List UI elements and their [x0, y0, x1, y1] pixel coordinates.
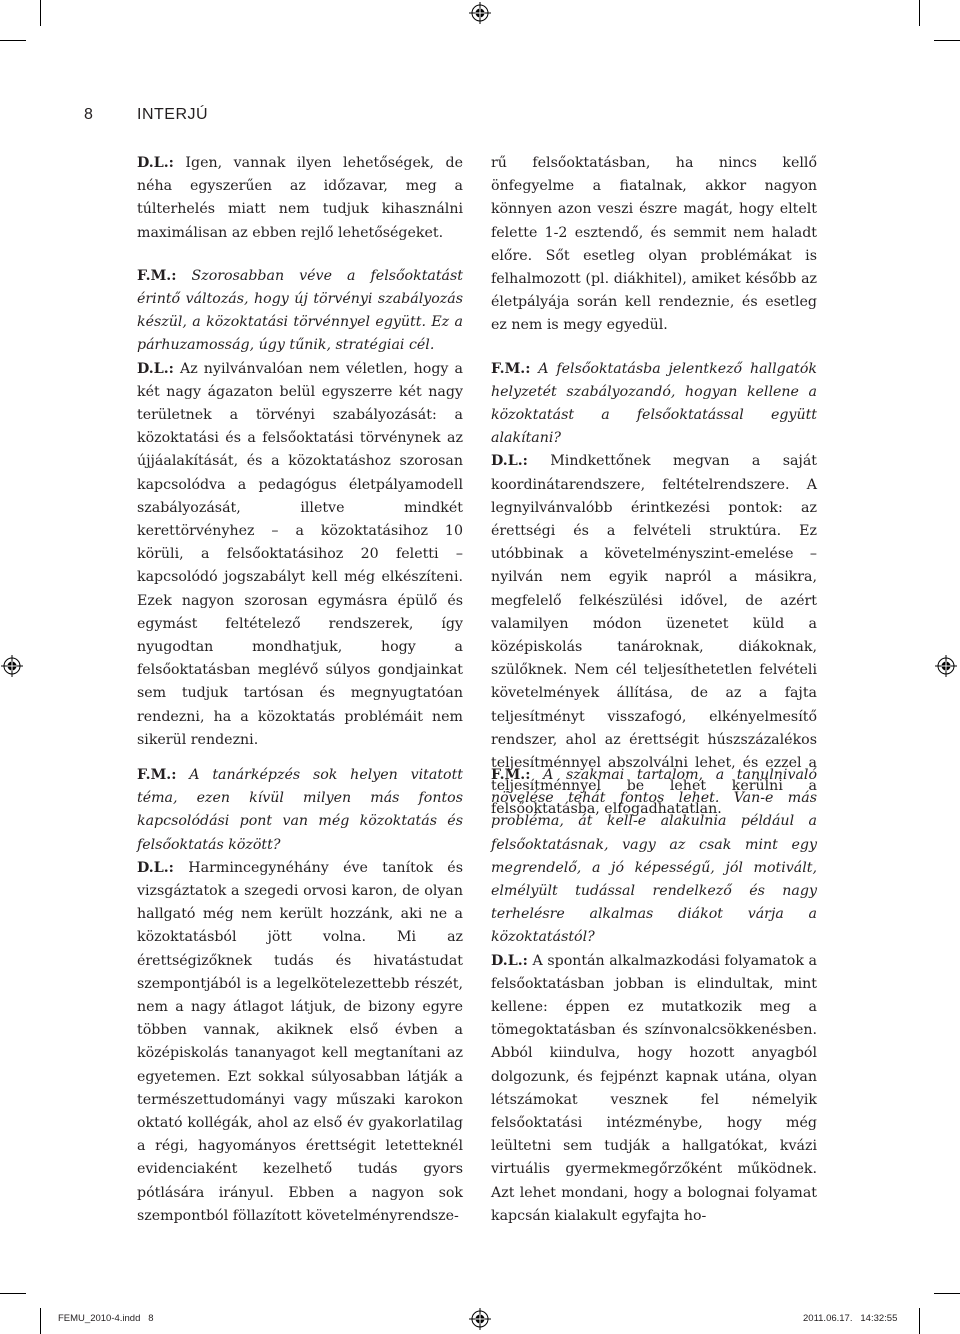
footer-timestamp: 2011.06.17. 14:32:55 [803, 1313, 898, 1324]
speaker-label: D.L.: [491, 952, 528, 969]
registration-mark-icon [469, 2, 491, 24]
registration-mark-icon [935, 655, 957, 677]
question-paragraph [137, 265, 463, 358]
answer-paragraph [491, 152, 817, 338]
paragraph-spacer [491, 338, 817, 358]
speaker-label: F.M.: [137, 267, 177, 284]
right-column-top [491, 152, 817, 822]
speaker-label: D.L.: [137, 859, 174, 876]
crop-mark [40, 1308, 41, 1334]
paragraph-text: Az nyilvánvalóan nem véletlen, hogy a két nagy ágazaton belül egyszerre két nagy területnek a törvényi szabályozását: a közoktatási és a felsőoktatási törvénynek az újjáalakítását, és a közoktatáshoz szorosan kapcsolódva a pedagógus életpályamodell szabályozását, illetve mindkét kerettörvényhez – a közoktatásihoz 10 körüli, a felsőoktatásihoz 20 feletti – kapcsolódó jogszabályt kell még elkészíteni. Ezek nagyon szorosan egymásra épülő és egymást feltételező rendszerek, így nyugodtan mondhatjuk, hogy a felsőoktatásban meglévő súlyos gondjainkat sem tudjuk tartósan és megnyugtatóan rendezni, ha a közoktatás problémáit nem sikerül rendezni. [137, 360, 463, 748]
question-paragraph [137, 764, 463, 857]
crop-mark [919, 1308, 920, 1334]
speaker-label: D.L.: [491, 453, 528, 470]
paragraph-text: Mindkettőnek megvan a saját koordinátarendszere, feltételrendszere. A legnyilvánvalóbb érintkezési pontok: az érettségi és a felvételi struktúra. Ez utóbbinak a követelményszint-emelése – nyilván nem egyik napról a másikra, megfelelő felkészülési idővel, de azért valamilyen módon üzenetet küld a középiskolás tanároknak, diákoknak, szülőknek. Nem cél teljesíthetetlen felvételi követelmények állítása, de az a fajta teljesítményt visszafogó, elkényelmesítő rendszer, ahol az érettségit húszszázalékos teljesítménnyel abszolválni lehet, és ezzel a teljesítménnyel be lehet kerülni a felsőoktatásba, elfogadhatatlan. [491, 453, 817, 818]
footer-file-name: FEMU_2010-4.indd 8 [58, 1313, 154, 1324]
paragraph-text: Szorosabban véve a felsőoktatást érintő változás, hogy új törvényi szabályozás készül, a közoktatási törvénnyel együtt. Ez a párhuzamosság, úgy tűnik, stratégiai cél. [137, 267, 463, 354]
crop-mark [0, 40, 26, 41]
registration-mark-icon [469, 1308, 491, 1330]
right-column-bottom [491, 764, 817, 1228]
speaker-label: F.M.: [491, 360, 531, 377]
crop-mark [0, 1293, 26, 1294]
answer-paragraph [137, 358, 463, 752]
left-column-bottom [137, 764, 463, 1228]
paragraph-spacer [137, 245, 463, 265]
paragraph-text: Igen, vannak ilyen lehetőségek, de néha egyszerűen az időzavar, meg a túlterhelés miatt nem tudjuk kihasználni maximálisan az ebben rejlő lehetőségeket. [137, 155, 463, 241]
answer-paragraph [491, 950, 817, 1228]
answer-paragraph [137, 152, 463, 245]
paragraph-text: A tanárképzés sok helyen vitatott téma, ezen kívül milyen más fontos kapcsolódási pont van még közoktatás és felsőoktatás között? [137, 767, 463, 853]
paragraph-text: Harmincegynéhány éve tanítok és vizsgáztatok a szegedi orvosi karon, de olyan hallgató még nem került hozzánk, aki ne a közoktatásból jött volna. Mi az érettségizőknek tudás és hivatástudat szempontjából is a legelkötelezettebb részét, nem a nagy átlagot látjuk, de bizony egyre többen vannak, akiknek első évben a középiskolás tananyagot kell megtanítani az egyetemen. Ezt sokkal súlyosabban látják a természettudományi vagy műszaki karokon oktató kollégák, ahol az első év gyakorlatilag a régi, hagyományos érettségit letetteknél evidenciaként kezelhető tudás gyors pótlására irányul. Ebben a nagyon sok szempontból föllazított követelményrendsze- [137, 859, 463, 1224]
crop-mark [934, 1293, 960, 1294]
paragraph-text: A spontán alkalmazkodási folyamatok a felsőoktatásban jobban is elindultak, mint kellene: éppen ez mutatkozik meg a tömegoktatásban és színvonalcsökkenésben. Abból kiindulva, hogy hozott anyagból dolgozunk, és fejpénzt kapnak utána, olyan létszámokat vesznek fel némelyik felsőoktatási intézménybe, hogy még leültetni sem tudják a hallgatókat, kvázi virtuális gyermekmegőrzőként működnek. Azt lehet mondani, hogy a bolognai folyamat kapcsán kialakult egyfajta ho- [491, 952, 817, 1224]
speaker-label: D.L.: [137, 360, 174, 377]
speaker-label: D.L.: [137, 155, 174, 171]
crop-mark [934, 40, 960, 41]
crop-mark [919, 0, 920, 26]
crop-mark [40, 0, 41, 26]
speaker-label: F.M.: [137, 767, 177, 783]
section-title: INTERJÚ [137, 106, 209, 123]
registration-mark-icon [1, 655, 23, 677]
question-paragraph [491, 764, 817, 950]
paragraph-text: rű felsőoktatásban, ha nincs kellő önfegyelme a fiatalnak, akkor nagyon könnyen azon veszi észre magát, hogy eltelt felette 1-2 esztendő, és semmit nem haladt előre. Sőt esetleg olyan problémákat is felhalmozott (pl. diákhitel), amiket később az életpályája során kell rendeznie, és esetleg ez nem is megy egyedül. [491, 155, 817, 334]
answer-paragraph [137, 857, 463, 1228]
left-column-top [137, 152, 463, 752]
question-paragraph [491, 358, 817, 451]
paragraph-text: A felsőoktatásba jelentkező hallgatók helyzetét szabályozandó, hogyan kellene a közoktatást a felsőoktatással együtt alakítani? [491, 360, 817, 447]
speaker-label: F.M.: [491, 767, 531, 783]
paragraph-text: A szakmai tartalom, a tanulnivaló növelése tehát fontos lehet. Van-e más probléma, át kell-e alakulnia például a felsőoktatásnak, vagy az csak mint egy megrendelő, a jó képességű, jól motivált, elmélyült tudással rendelkező és nagy terhelésre alkalmas diákot várja a közoktatástól? [491, 767, 817, 946]
page-number: 8 [84, 106, 93, 123]
